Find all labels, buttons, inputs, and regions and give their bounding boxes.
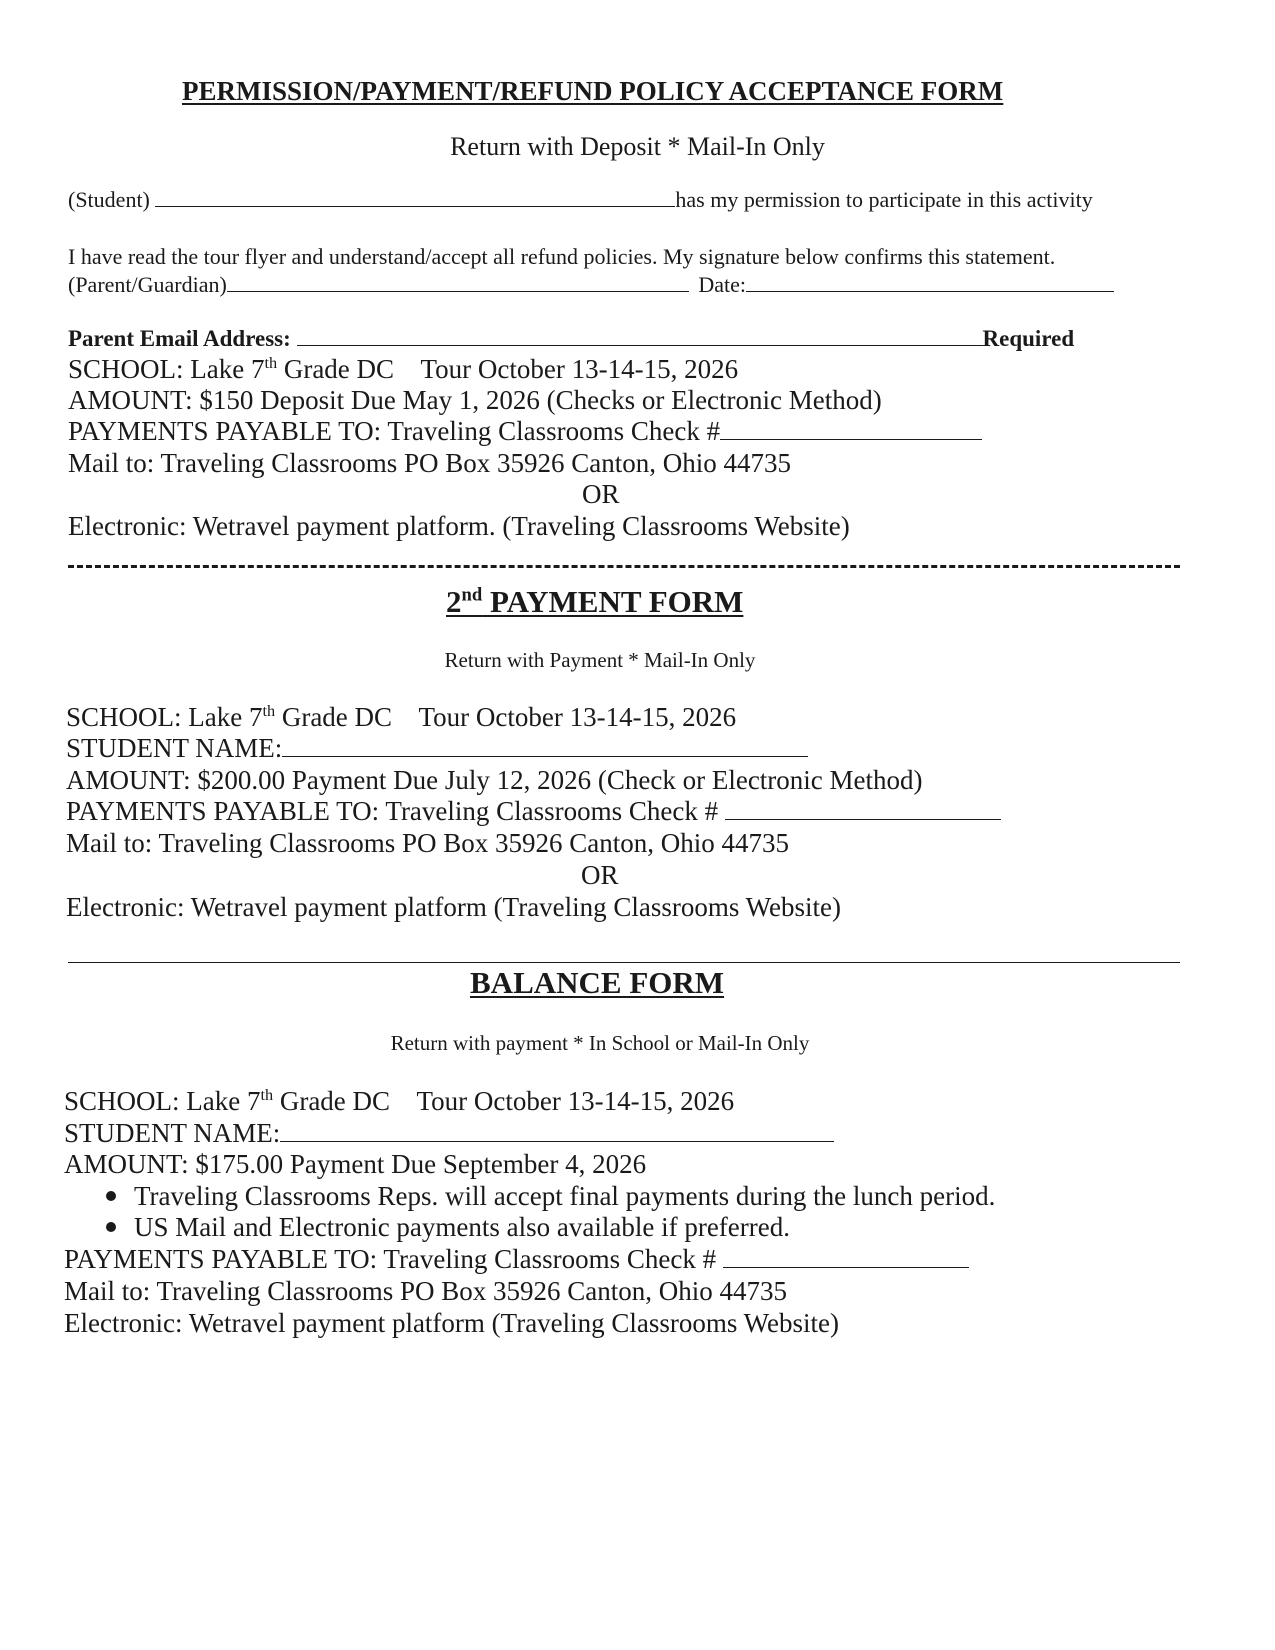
section1-title: PERMISSION/PAYMENT/REFUND POLICY ACCEPTANCE FORM xyxy=(182,76,1004,106)
section1-electronic: Electronic: Wetravel payment platform. (Traveling Classrooms Website) xyxy=(68,511,850,541)
date-label: Date: xyxy=(698,272,746,297)
section3-check-number-field[interactable] xyxy=(723,1249,969,1268)
section1-payable: PAYMENTS PAYABLE TO: Traveling Classrooms Check # xyxy=(68,418,982,445)
section2-school: SCHOOL: Lake 7th Grade DC Tour October 13-14-15, 2026 xyxy=(66,702,737,732)
parent-email-field[interactable] xyxy=(297,327,983,346)
email-row xyxy=(68,327,1074,350)
tear-off-divider xyxy=(68,565,1180,568)
date-field[interactable] xyxy=(746,273,1114,292)
parent-row xyxy=(68,273,1114,296)
section1-mail: Mail to: Traveling Classrooms PO Box 35926 Canton, Ohio 44735 xyxy=(68,448,792,478)
student-row xyxy=(68,188,1093,211)
section1-school: SCHOOL: Lake 7th Grade DC Tour October 13-14-15, 2026 xyxy=(68,354,739,384)
section3-subtitle: Return with payment * In School or Mail-In Only xyxy=(390,1031,810,1055)
section1-subtitle: Return with Deposit * Mail-In Only xyxy=(450,132,825,161)
section3-student-row: STUDENT NAME: xyxy=(64,1120,834,1147)
section3-title: BALANCE FORM xyxy=(470,965,725,1000)
section2-student-row: STUDENT NAME: xyxy=(66,735,808,762)
section3-student-name-field[interactable] xyxy=(280,1123,834,1142)
parent-signature-field[interactable] xyxy=(227,273,689,292)
section2-subtitle: Return with Payment * Mail-In Only xyxy=(444,648,756,672)
section3-payable: PAYMENTS PAYABLE TO: Traveling Classrooms Check # xyxy=(64,1246,969,1273)
section3-amount: AMOUNT: $175.00 Payment Due September 4, 2026 xyxy=(64,1149,647,1179)
section2-title: 2nd PAYMENT FORM xyxy=(446,584,744,619)
section1-check-number-field[interactable] xyxy=(720,421,982,440)
student-name-field[interactable] xyxy=(155,188,675,207)
email-label: Parent Email Address: xyxy=(68,326,291,351)
section3-bullet: US Mail and Electronic payments also available if preferred. xyxy=(106,1214,790,1241)
section1-amount: AMOUNT: $150 Deposit Due May 1, 2026 (Checks or Electronic Method) xyxy=(68,385,882,415)
section2-amount: AMOUNT: $200.00 Payment Due July 12, 2026 (Check or Electronic Method) xyxy=(66,765,923,795)
bullet-icon xyxy=(106,1222,116,1232)
section3-bullet: Traveling Classrooms Reps. will accept final payments during the lunch period. xyxy=(106,1183,995,1210)
permission-text: has my permission to participate in this activity xyxy=(675,187,1093,212)
section3-school: SCHOOL: Lake 7th Grade DC Tour October 13-14-15, 2026 xyxy=(64,1086,735,1116)
section2-check-number-field[interactable] xyxy=(725,801,1001,820)
section3-mail: Mail to: Traveling Classrooms PO Box 35926 Canton, Ohio 44735 xyxy=(64,1276,788,1306)
section-divider xyxy=(68,962,1180,963)
section1-or: OR xyxy=(582,479,620,509)
section3-electronic: Electronic: Wetravel payment platform (Traveling Classrooms Website) xyxy=(64,1308,839,1338)
required-label: Required xyxy=(982,326,1075,351)
section2-student-name-field[interactable] xyxy=(282,738,808,757)
section2-payable: PAYMENTS PAYABLE TO: Traveling Classrooms Check # xyxy=(66,798,1001,825)
student-label: (Student) xyxy=(68,187,150,212)
policy-statement: I have read the tour flyer and understand/accept all refund policies. My signature below confirms this statement. xyxy=(68,244,1056,269)
section2-mail: Mail to: Traveling Classrooms PO Box 35926 Canton, Ohio 44735 xyxy=(66,828,790,858)
section2-or: OR xyxy=(581,860,619,890)
parent-label: (Parent/Guardian) xyxy=(68,272,227,297)
bullet-icon xyxy=(106,1191,116,1201)
section2-electronic: Electronic: Wetravel payment platform (Traveling Classrooms Website) xyxy=(66,892,841,922)
